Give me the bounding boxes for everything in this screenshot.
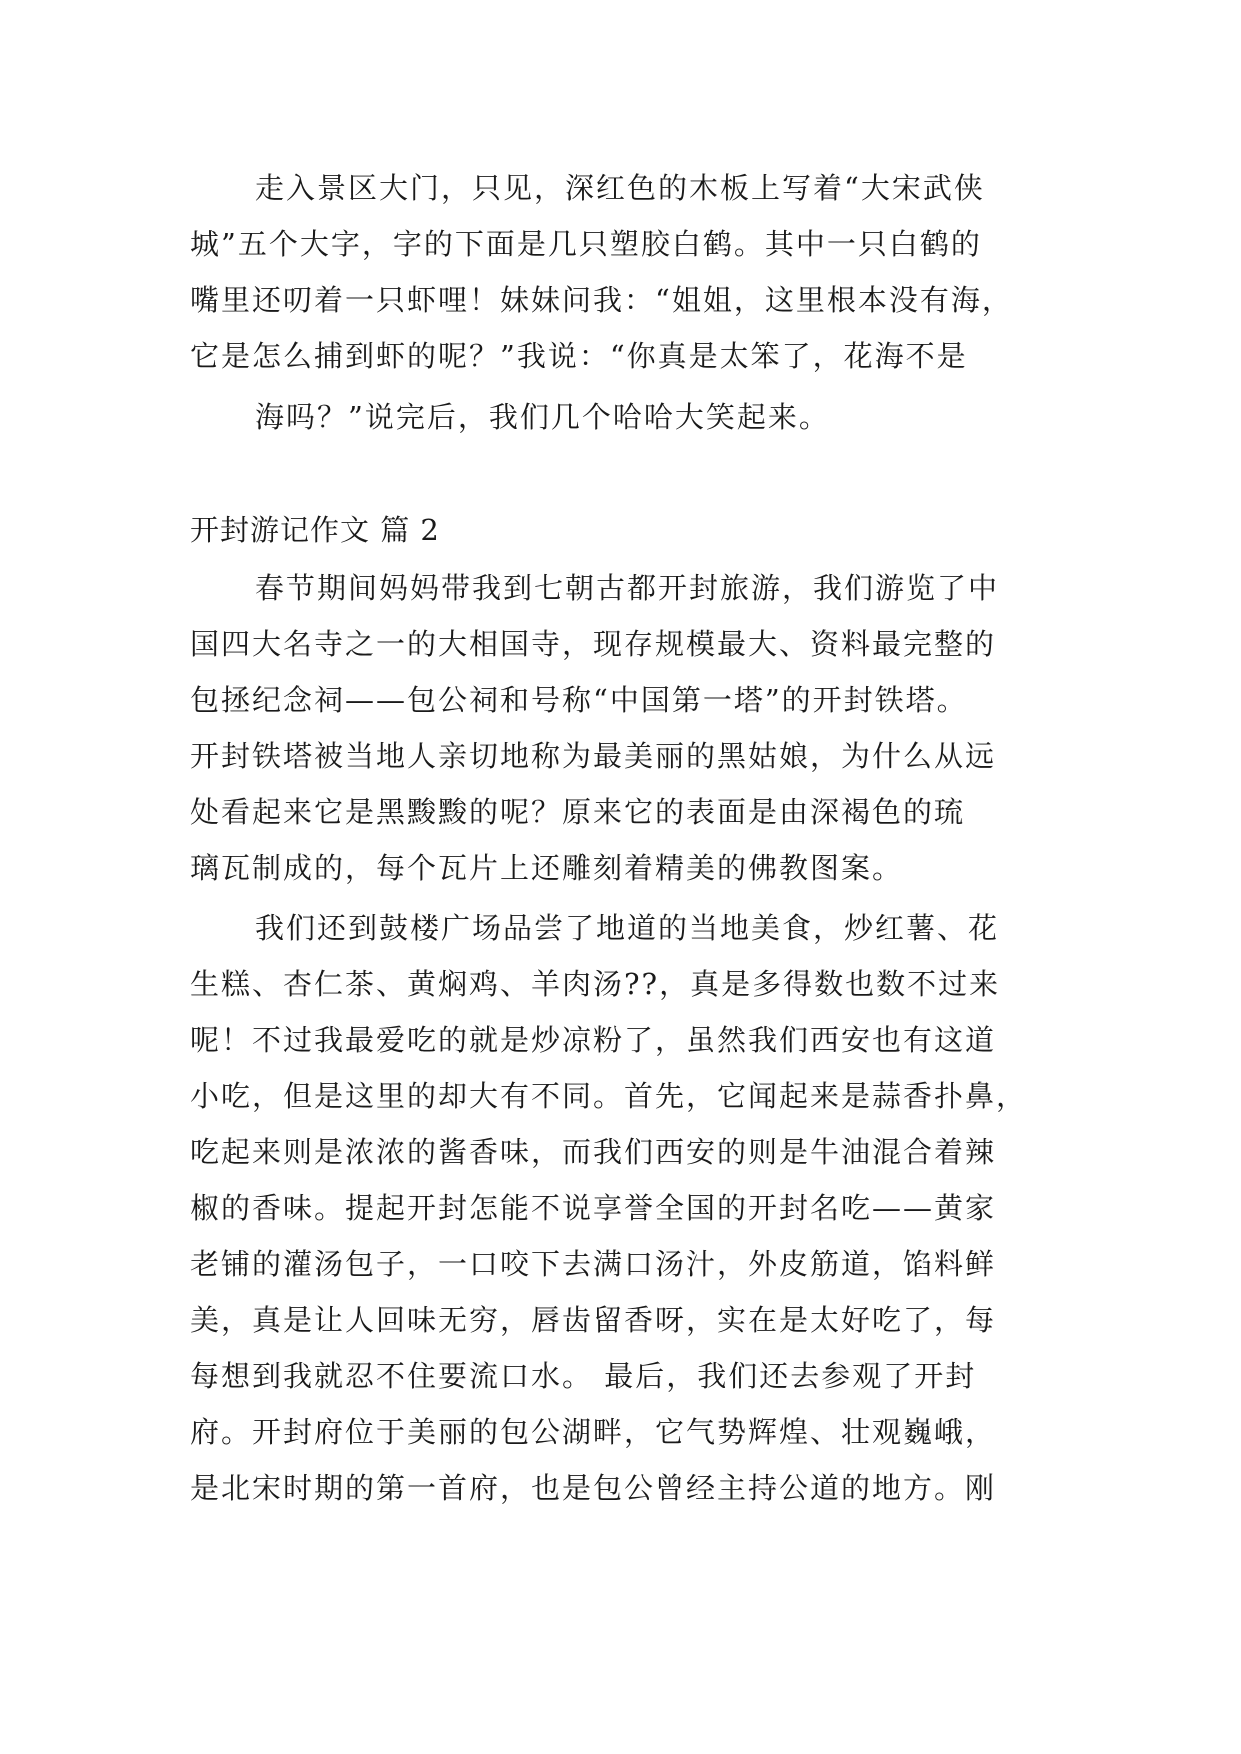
text-line: 小吃，但是这里的却大有不同。首先，它闻起来是蒜香扑鼻， [190,1079,1028,1113]
text-line: 城”五个大字，字的下面是几只塑胶白鹤。其中一只白鹤的 [190,227,982,261]
text-line: 璃瓦制成的，每个瓦片上还雕刻着精美的佛教图案。 [190,851,904,885]
section-heading: 开封游记作文 篇 2 [190,513,440,547]
text-line: 开封铁塔被当地人亲切地称为最美丽的黑姑娘，为什么从远 [190,739,997,773]
text-line: 老铺的灌汤包子，一口咬下去满口汤汁，外皮筋道，馅料鲜 [190,1247,997,1281]
text-line: 它是怎么捕到虾的呢？”我说：“你真是太笨了，花海不是 [190,339,968,373]
text-line: 国四大名寺之一的大相国寺，现存规模最大、资料最完整的 [190,627,997,661]
text-line: 是北宋时期的第一首府，也是包公曾经主持公道的地方。刚 [190,1471,997,1505]
text-line: 椒的香味。提起开封怎能不说享誉全国的开封名吃——黄家 [190,1191,997,1225]
text-line: 美，真是让人回味无穷，唇齿留香呀，实在是太好吃了，每 [190,1303,997,1337]
text-line: 海吗？”说完后，我们几个哈哈大笑起来。 [255,400,830,434]
text-line: 府。开封府位于美丽的包公湖畔，它气势辉煌、壮观巍峨， [190,1415,997,1449]
text-line: 呢！不过我最爱吃的就是炒凉粉了，虽然我们西安也有这道 [190,1023,997,1057]
text-line: 吃起来则是浓浓的酱香味，而我们西安的则是牛油混合着辣 [190,1135,997,1169]
text-line: 生糕、杏仁茶、黄焖鸡、羊肉汤??，真是多得数也数不过来 [190,967,1001,1001]
text-line: 走入景区大门，只见，深红色的木板上写着“大宋武侠 [255,171,985,205]
text-line: 处看起来它是黑黢黢的呢？原来它的表面是由深褐色的琉 [190,795,966,829]
text-line: 嘴里还叨着一只虾哩！妹妹问我：“姐姐，这里根本没有海， [190,283,1013,317]
text-line: 每想到我就忍不住要流口水。 最后，我们还去参观了开封 [190,1359,977,1393]
text-line: 包拯纪念祠——包公祠和号称“中国第一塔”的开封铁塔。 [190,683,968,717]
text-line: 我们还到鼓楼广场品尝了地道的当地美食，炒红薯、花 [255,911,1000,945]
text-line: 春节期间妈妈带我到七朝古都开封旅游，我们游览了中 [255,571,1000,605]
